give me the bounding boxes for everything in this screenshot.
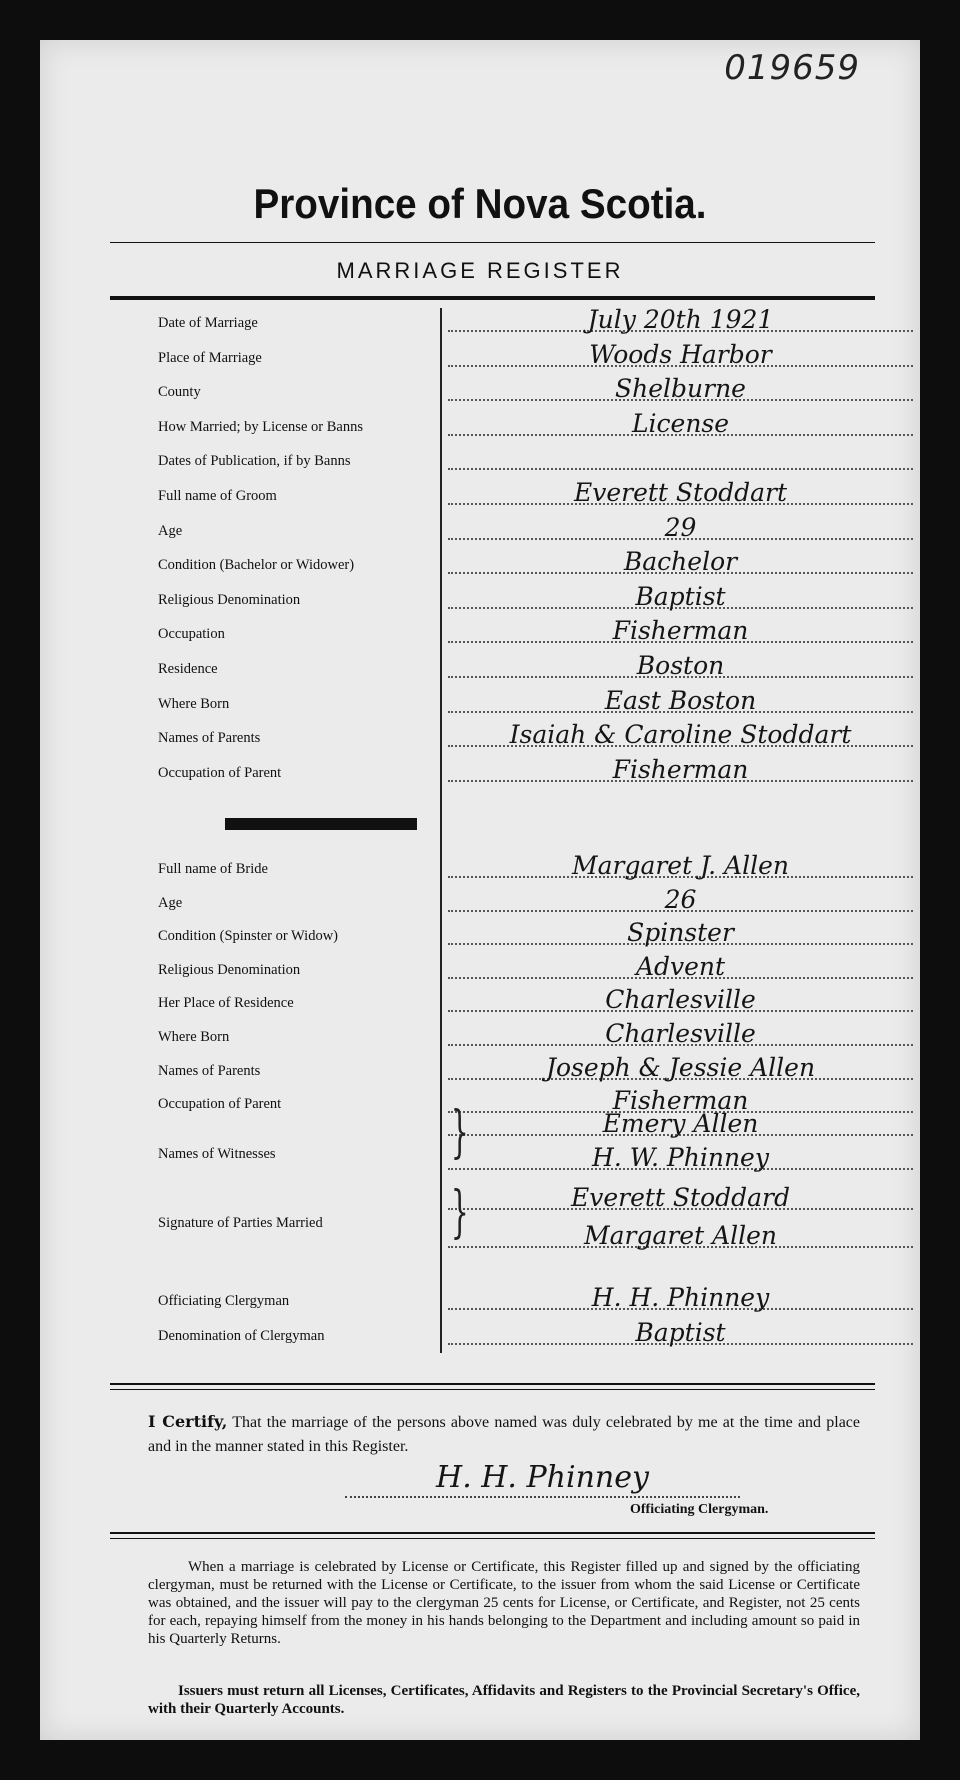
field-value: Margaret J. Allen	[571, 851, 790, 880]
section-separator-bar	[225, 818, 417, 830]
field-value: Fisherman	[612, 616, 749, 646]
dotted-line	[448, 468, 913, 470]
form-row	[118, 475, 913, 509]
field-label: Religious Denomination	[158, 592, 438, 609]
field-label: Denomination of Clergyman	[158, 1328, 438, 1345]
field-label: Religious Denomination	[158, 962, 438, 979]
certification-text	[148, 1410, 860, 1459]
form-row	[118, 848, 913, 882]
field-label: Occupation of Parent	[158, 765, 438, 782]
form-row	[118, 949, 913, 983]
field-label: Condition (Bachelor or Widower)	[158, 557, 438, 574]
field-value: July 20th 1921	[587, 305, 774, 334]
form-row	[118, 302, 913, 336]
field-value: H. H. Phinney	[591, 1283, 770, 1312]
form-row	[118, 752, 913, 786]
notice-instructions: Issuers must return all Licenses, Certificates, Affidavits and Registers to the Provincial Secretary's Office, with their Quarterly Accounts.	[148, 1683, 860, 1717]
field-label: Her Place of Residence	[158, 995, 438, 1012]
form-row	[118, 544, 913, 578]
field-value: Everett Stoddart	[573, 478, 788, 507]
field-label: Residence	[158, 661, 438, 678]
field-value: Shelburne	[615, 374, 746, 404]
field-label: How Married; by License or Banns	[158, 419, 438, 436]
certify-role: Officiating Clergyman.	[630, 1502, 769, 1517]
certify-top-rule-2	[110, 1389, 875, 1390]
field-label: Full name of Bride	[158, 861, 438, 878]
field-label: Age	[158, 895, 438, 912]
witnesses-brace: }	[450, 1100, 469, 1165]
notice-top-rule	[110, 1532, 875, 1534]
witness-1-value: Emery Allen	[602, 1109, 759, 1138]
notice-top-rule-2	[110, 1538, 875, 1539]
witnesses-label: Names of Witnesses	[158, 1146, 438, 1163]
certify-top-rule	[110, 1383, 875, 1385]
form-row	[118, 1050, 913, 1084]
field-value: 26	[664, 884, 697, 914]
field-value: Bachelor	[623, 547, 738, 577]
field-label: County	[158, 384, 438, 401]
field-label: Age	[158, 523, 438, 540]
register-form	[40, 40, 920, 1740]
form-row	[118, 579, 913, 613]
field-label: Names of Parents	[158, 730, 438, 747]
form-row	[118, 717, 913, 751]
form-row	[118, 406, 913, 440]
form-row	[118, 510, 913, 544]
field-value: Joseph & Jessie Allen	[545, 1052, 816, 1082]
signature-line-1	[118, 1180, 913, 1214]
form-row	[118, 982, 913, 1016]
field-value: License	[631, 408, 730, 438]
field-label: Dates of Publication, if by Banns	[158, 453, 438, 470]
field-value: Isaiah & Caroline Stoddart	[509, 720, 852, 750]
field-label: Officiating Clergyman	[158, 1293, 438, 1310]
field-label: Date of Marriage	[158, 315, 438, 332]
witness-line-1	[118, 1106, 913, 1140]
field-label: Names of Parents	[158, 1063, 438, 1080]
field-value: Charlesville	[605, 985, 756, 1015]
field-value: Fisherman	[612, 754, 749, 784]
title-divider	[110, 242, 875, 243]
form-row	[118, 915, 913, 949]
signature-2-value: Margaret Allen	[583, 1221, 778, 1250]
witness-2-value: H. W. Phinney	[592, 1143, 769, 1172]
field-value: Fisherman	[612, 1086, 749, 1116]
field-value: Woods Harbor	[589, 339, 772, 369]
form-row	[118, 648, 913, 682]
form-row	[118, 683, 913, 717]
field-label: Occupation	[158, 626, 438, 643]
field-value: Baptist	[635, 1318, 726, 1347]
field-value: Charlesville	[605, 1019, 756, 1048]
certify-body: That the marriage of the persons above named was duly celebrated by me at the time and place and in the manner stated in this Register.	[148, 1414, 860, 1455]
notice-paragraph: When a marriage is celebrated by License or Certificate, this Register filled up and signed by the officiating clergyman, must be returned with the License or Certificate, to the issuer from whom the said License or Certificate was obtained, and the issuer will pay to the clergyman 25 cents for License, or Certificate, and Register, not 25 cents for each, repaying himself from the money in his hands belonging to the Department and including amount so paid in his Quarterly Returns.	[148, 1559, 860, 1647]
field-value: Baptist	[635, 581, 726, 611]
field-value: East Boston	[604, 685, 757, 715]
witness-line-2	[118, 1140, 913, 1174]
field-label: Where Born	[158, 1029, 438, 1046]
form-row	[118, 882, 913, 916]
form-row	[118, 613, 913, 647]
field-label: Occupation of Parent	[158, 1096, 438, 1113]
certify-signature: H. H. Phinney	[345, 1460, 740, 1498]
form-row	[118, 371, 913, 405]
form-row	[118, 337, 913, 371]
field-label: Full name of Groom	[158, 488, 438, 505]
header-divider	[110, 296, 875, 300]
form-row	[118, 1016, 913, 1050]
field-value: 29	[664, 512, 697, 542]
document-number: 019659	[724, 48, 860, 88]
page-subtitle: MARRIAGE REGISTER	[336, 258, 624, 283]
field-value: Advent	[635, 951, 726, 981]
signatures-brace: }	[450, 1180, 469, 1245]
signature-line-2	[118, 1218, 913, 1252]
page-title: Province of Nova Scotia.	[253, 180, 707, 227]
field-value: Spinster	[627, 918, 734, 948]
certify-lead: I Certify,	[148, 1412, 228, 1431]
form-row	[118, 440, 913, 474]
signature-1-value: Everett Stoddard	[570, 1183, 791, 1212]
signatures-label: Signature of Parties Married	[158, 1215, 438, 1232]
form-row	[118, 1280, 913, 1314]
field-label: Where Born	[158, 696, 438, 713]
form-row	[118, 1315, 913, 1349]
field-value: Boston	[636, 651, 725, 680]
field-label: Condition (Spinster or Widow)	[158, 928, 438, 945]
field-label: Place of Marriage	[158, 350, 438, 367]
